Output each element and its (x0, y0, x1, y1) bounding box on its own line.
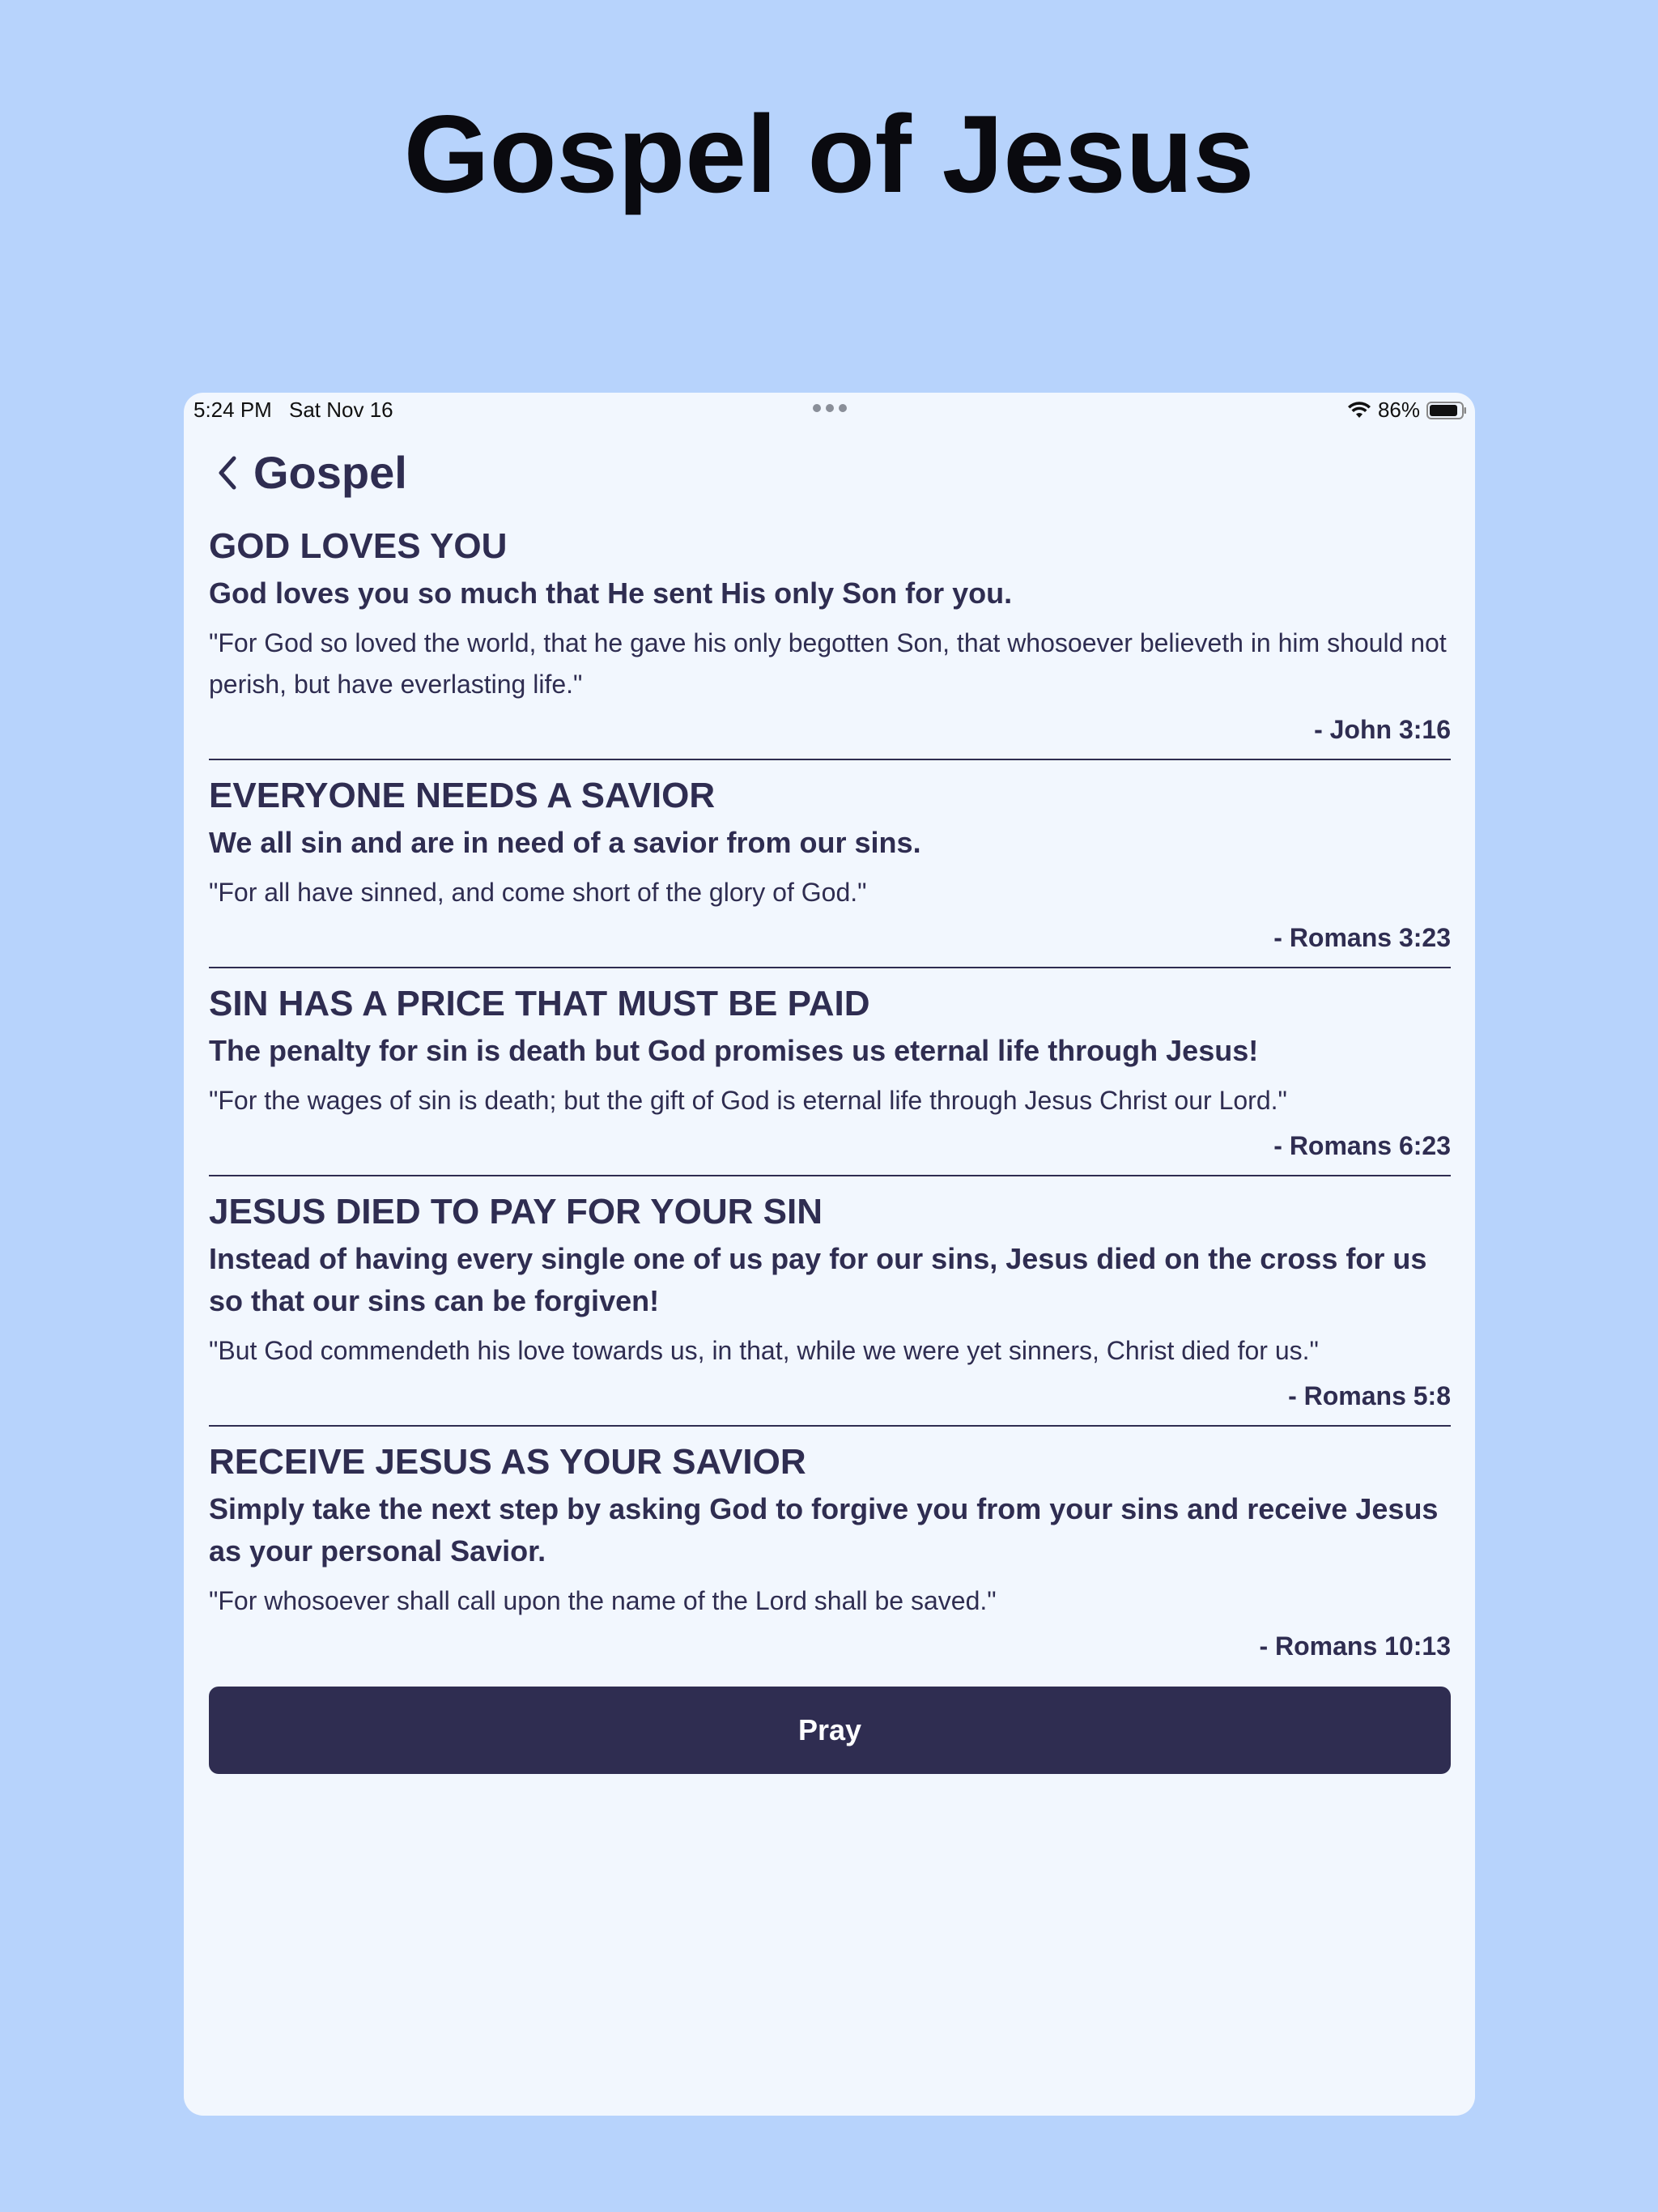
chevron-left-icon (216, 453, 239, 492)
section-verse: "But God commendeth his love towards us, in that, while we were yet sinners, Christ died for us." (209, 1336, 1319, 1365)
section-reference: - Romans 6:23 (1273, 1131, 1451, 1160)
gospel-section (209, 1440, 1451, 1664)
section-verse: "For all have sinned, and come short of the glory of God." (209, 878, 867, 907)
status-indicators (1347, 398, 1467, 423)
section-heading: RECEIVE JESUS AS YOUR SAVIOR (209, 1442, 806, 1482)
status-bar (184, 393, 1475, 425)
navigation-bar (184, 441, 1475, 509)
status-date: Sat Nov 16 (289, 398, 393, 422)
section-summary: God loves you so much that He sent His only Son for you. (209, 576, 1013, 610)
section-verse: "For the wages of sin is death; but the gift of God is eternal life through Jesus Christ our Lord." (209, 1086, 1287, 1115)
battery-icon (1426, 402, 1467, 419)
promo-title: Gospel of Jesus (403, 92, 1255, 215)
status-time: 5:24 PM (193, 398, 272, 422)
section-reference: - Romans 3:23 (1273, 923, 1451, 952)
section-summary: The penalty for sin is death but God promises us eternal life through Jesus! (209, 1034, 1259, 1067)
divider (209, 759, 1451, 760)
section-heading: JESUS DIED TO PAY FOR YOUR SIN (209, 1192, 823, 1231)
section-reference: - Romans 10:13 (1259, 1631, 1451, 1661)
gospel-section (209, 1189, 1451, 1414)
page-title: Gospel (253, 447, 407, 498)
section-heading: EVERYONE NEEDS A SAVIOR (209, 776, 716, 815)
divider (209, 967, 1451, 968)
back-button[interactable] (216, 446, 407, 499)
divider (209, 1425, 1451, 1427)
section-heading: SIN HAS A PRICE THAT MUST BE PAID (209, 984, 870, 1023)
section-summary: Instead of having every single one of us pay for our sins, Jesus died on the cross for us so that our sins can be forgiven! (209, 1242, 1427, 1317)
divider (209, 1175, 1451, 1176)
section-reference: - Romans 5:8 (1288, 1381, 1451, 1410)
more-dots-icon[interactable] (813, 404, 847, 412)
gospel-content (209, 524, 1451, 1774)
section-heading: GOD LOVES YOU (209, 526, 508, 566)
device-screen (184, 393, 1475, 2116)
section-verse: "For whosoever shall call upon the name of the Lord shall be saved." (209, 1586, 997, 1615)
section-reference: - John 3:16 (1314, 715, 1451, 744)
section-verse: "For God so loved the world, that he gave his only begotten Son, that whosoever believeth in him should not perish, but have everlasting life." (209, 628, 1447, 699)
gospel-section (209, 524, 1451, 747)
battery-percentage: 86% (1377, 398, 1420, 422)
section-summary: We all sin and are in need of a savior from our sins. (209, 826, 921, 859)
gospel-section (209, 981, 1451, 1163)
wifi-icon (1347, 401, 1371, 420)
gospel-section (209, 773, 1451, 955)
pray-button[interactable]: Pray (209, 1687, 1451, 1774)
section-summary: Simply take the next step by asking God to forgive you from your sins and receive Jesus as your personal Savior. (209, 1492, 1439, 1568)
